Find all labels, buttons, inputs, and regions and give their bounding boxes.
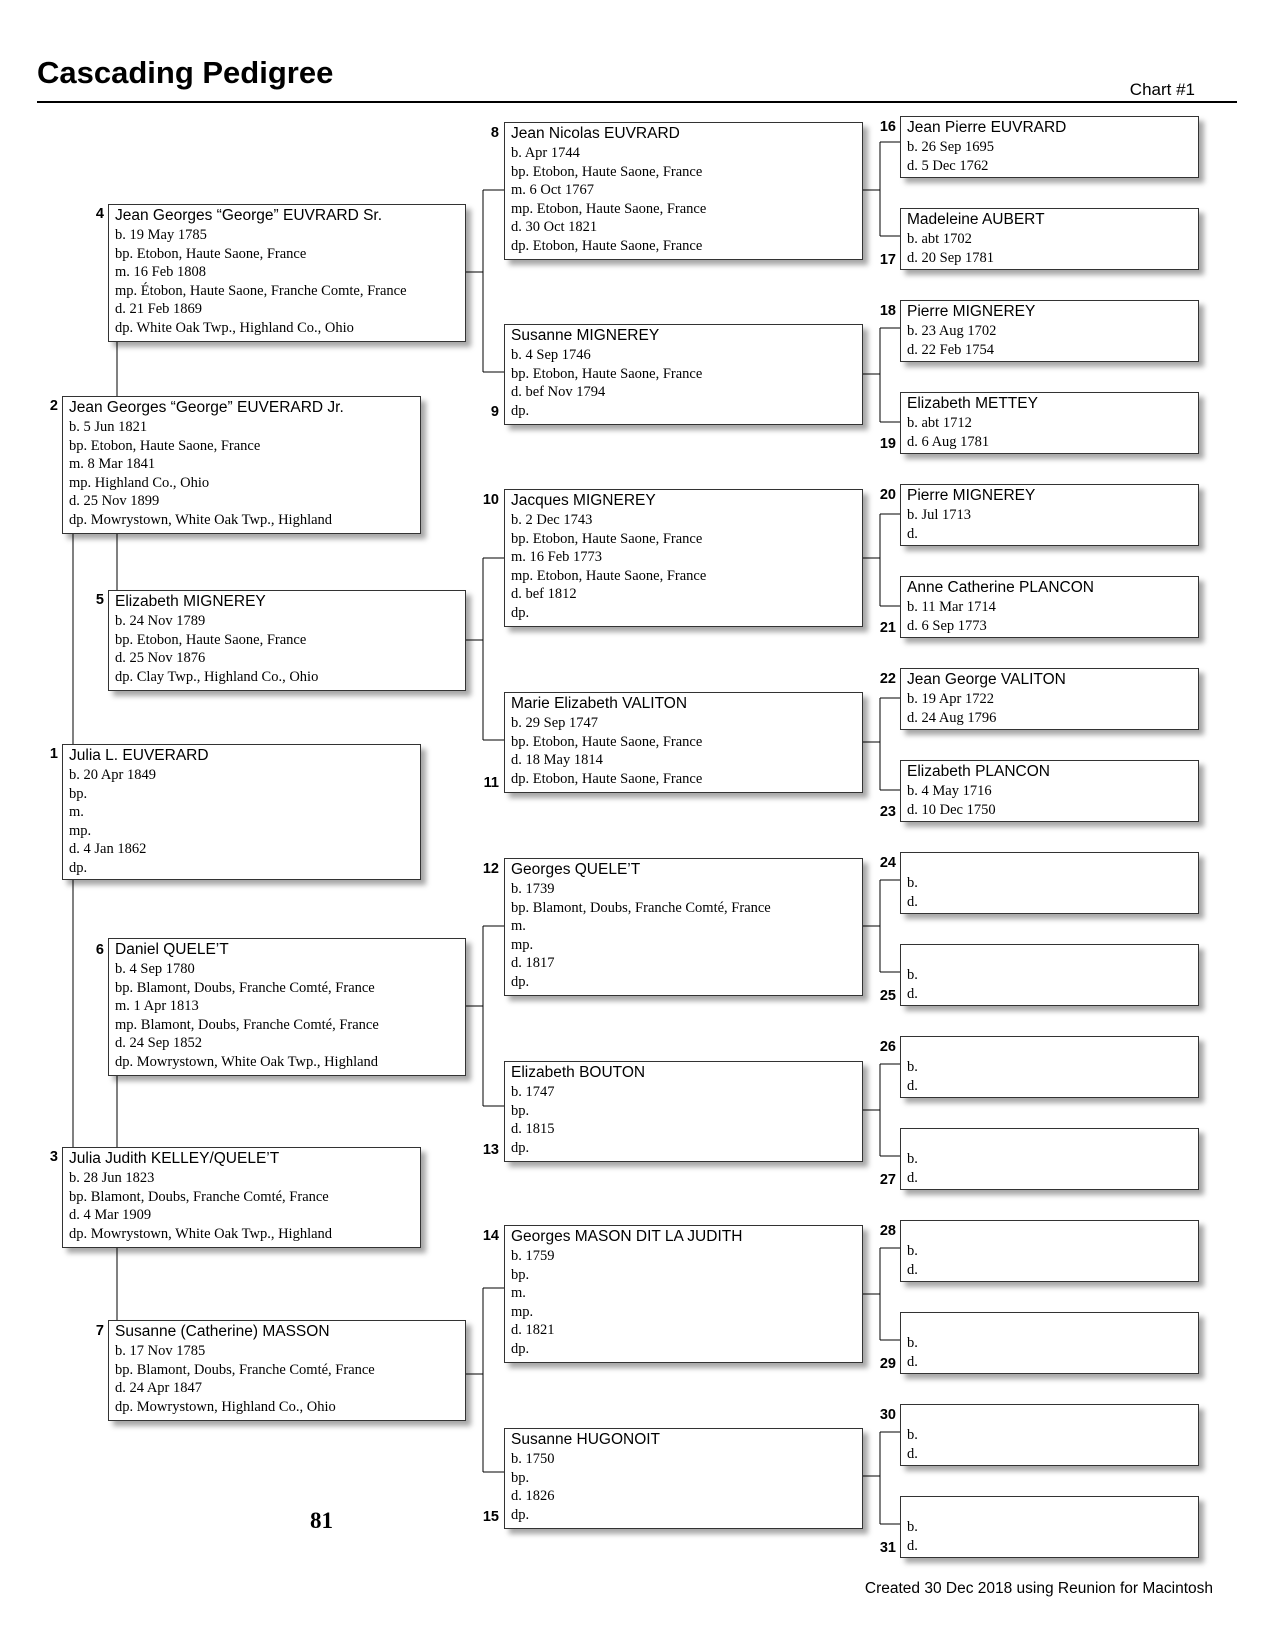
connector-4-parents — [466, 190, 504, 372]
person-box-13[interactable] — [504, 1061, 863, 1162]
death-date: d. 1821 — [511, 1322, 555, 1339]
person-name: Elizabeth METTEY — [907, 395, 1038, 412]
person-number-24: 24 — [879, 855, 896, 871]
marriage-place: mp. Étobon, Haute Saone, Franche Comte, France — [115, 282, 407, 299]
person-number-6: 6 — [95, 942, 104, 958]
person-name: Elizabeth BOUTON — [511, 1064, 646, 1081]
person-box-6[interactable] — [108, 938, 466, 1076]
birth-date: b. — [907, 1519, 918, 1535]
birth-date: b. 5 Jun 1821 — [69, 419, 148, 435]
person-number-13: 13 — [482, 1142, 499, 1158]
person-box-26[interactable] — [900, 1036, 1199, 1098]
marriage-date: m. 6 Oct 1767 — [511, 182, 594, 199]
marriage-place: mp. — [511, 1303, 534, 1320]
person-number-29: 29 — [879, 1356, 896, 1372]
person-number-4: 4 — [95, 206, 104, 222]
connector-12-parents — [863, 880, 900, 972]
death-place: dp. White Oak Twp., Highland Co., Ohio — [115, 319, 354, 336]
death-date: d. — [907, 525, 918, 542]
birth-date: b. 23 Aug 1702 — [907, 323, 997, 339]
person-box-12[interactable] — [504, 858, 863, 996]
person-number-26: 26 — [879, 1039, 896, 1055]
person-name — [907, 1498, 1192, 1518]
connector-10-parents — [863, 514, 900, 606]
birth-place: bp. Blamont, Doubs, Franche Comté, France — [115, 979, 375, 996]
death-date: d. 5 Dec 1762 — [907, 157, 989, 174]
birth-date: b. 19 May 1785 — [115, 227, 207, 243]
person-name: Georges QUELE’T — [511, 861, 641, 878]
person-name — [907, 1314, 1192, 1334]
connector-6-parents — [466, 926, 504, 1106]
marriage-place: mp. Highland Co., Ohio — [69, 474, 210, 491]
person-number-27: 27 — [879, 1172, 896, 1188]
marriage-date: m. 8 Mar 1841 — [69, 456, 156, 473]
birth-date: b. 11 Mar 1714 — [907, 599, 996, 615]
birth-date: b. — [907, 1335, 918, 1351]
marriage-date: m. — [69, 804, 84, 821]
connector-7-parents — [466, 1288, 504, 1472]
person-name: Susanne HUGONOIT — [511, 1431, 661, 1448]
birth-place: bp. Blamont, Doubs, Franche Comté, France — [115, 1361, 375, 1378]
death-place: dp. — [511, 604, 530, 621]
marriage-date: m. 1 Apr 1813 — [115, 998, 199, 1015]
person-name: Julia L. EUVERARD — [69, 747, 209, 764]
birth-date: b. — [907, 1059, 918, 1075]
death-date: d. bef Nov 1794 — [511, 384, 606, 401]
birth-place: bp. — [69, 785, 88, 802]
person-box-1[interactable] — [62, 744, 421, 880]
person-box-31[interactable] — [900, 1496, 1199, 1558]
person-box-24[interactable] — [900, 852, 1199, 914]
death-date: d. 1817 — [511, 955, 555, 972]
birth-date: b. — [907, 1427, 918, 1443]
birth-place: bp. Etobon, Haute Saone, France — [115, 245, 307, 262]
death-date: d. bef 1812 — [511, 586, 577, 603]
person-name: Jean Pierre EUVRARD — [907, 119, 1067, 136]
person-number-25: 25 — [879, 988, 896, 1004]
birth-date: b. 2 Dec 1743 — [511, 512, 593, 528]
death-date: d. 20 Sep 1781 — [907, 249, 994, 266]
person-name: Elizabeth PLANCON — [907, 763, 1051, 780]
person-number-31: 31 — [879, 1540, 896, 1556]
birth-date: b. 4 Sep 1780 — [115, 961, 195, 977]
person-name: Jean Georges “George” EUVERARD Jr. — [69, 399, 344, 416]
person-number-20: 20 — [879, 487, 896, 503]
person-number-30: 30 — [879, 1407, 896, 1423]
person-number-14: 14 — [482, 1228, 499, 1244]
birth-date: b. 20 Apr 1849 — [69, 767, 156, 783]
person-name: Susanne MIGNEREY — [511, 327, 660, 344]
person-number-12: 12 — [482, 861, 499, 877]
person-name: Pierre MIGNEREY — [907, 303, 1036, 320]
birth-date: b. 26 Sep 1695 — [907, 139, 994, 155]
death-place: dp. — [511, 402, 530, 419]
person-box-29[interactable] — [900, 1312, 1199, 1374]
person-name — [907, 1130, 1192, 1150]
marriage-place: mp. — [511, 936, 534, 953]
person-box-10[interactable] — [504, 489, 863, 627]
person-box-16[interactable] — [900, 116, 1199, 178]
person-box-22[interactable] — [900, 668, 1199, 730]
birth-date: b. 4 Sep 1746 — [511, 347, 591, 363]
death-date: d. 30 Oct 1821 — [511, 219, 598, 236]
birth-place: bp. Etobon, Haute Saone, France — [115, 631, 307, 648]
person-name: Pierre MIGNEREY — [907, 487, 1036, 504]
connector-8-parents — [863, 142, 900, 236]
death-date: d. — [907, 1445, 918, 1462]
person-number-11: 11 — [483, 775, 499, 791]
death-place: dp. Mowrystown, White Oak Twp., Highland — [115, 1053, 379, 1070]
death-date: d. 1826 — [511, 1488, 555, 1505]
birth-date: b. 28 Jun 1823 — [69, 1170, 155, 1186]
death-place: dp. Mowrystown, White Oak Twp., Highland — [69, 511, 333, 528]
death-date: d. 22 Feb 1754 — [907, 341, 994, 358]
death-date: d. 21 Feb 1869 — [115, 301, 202, 318]
person-name — [907, 854, 1192, 874]
death-place: dp. — [511, 973, 530, 990]
death-date: d. 24 Apr 1847 — [115, 1380, 202, 1397]
birth-date: b. 1759 — [511, 1248, 555, 1264]
person-box-19[interactable] — [900, 392, 1199, 454]
page-title: Cascading Pedigree — [37, 55, 334, 90]
person-box-2[interactable] — [62, 396, 421, 534]
person-box-7[interactable] — [108, 1320, 466, 1421]
birth-place: bp. Etobon, Haute Saone, France — [511, 163, 703, 180]
person-box-25[interactable] — [900, 944, 1199, 1006]
person-box-3[interactable] — [62, 1147, 421, 1248]
death-date: d. — [907, 1077, 918, 1094]
birth-date: b. 24 Nov 1789 — [115, 613, 206, 629]
connector-11-parents — [863, 698, 900, 790]
death-date: d. — [907, 985, 918, 1002]
person-name: Anne Catherine PLANCON — [907, 579, 1094, 596]
birth-date: b. 19 Apr 1722 — [907, 691, 994, 707]
death-place: dp. — [511, 1340, 530, 1357]
death-date: d. — [907, 1169, 918, 1186]
person-name: Susanne (Catherine) MASSON — [115, 1323, 330, 1340]
birth-place: bp. Blamont, Doubs, Franche Comté, France — [511, 899, 771, 916]
person-name: Georges MASON DIT LA JUDITH — [511, 1228, 743, 1245]
birth-date: b. — [907, 967, 918, 983]
person-name: Jean Georges “George” EUVRARD Sr. — [115, 207, 383, 224]
death-place: dp. Mowrystown, Highland Co., Ohio — [115, 1398, 336, 1415]
birth-date: b. 1750 — [511, 1451, 555, 1467]
death-date: d. 4 Jan 1862 — [69, 841, 147, 858]
person-name: Julia Judith KELLEY/QUELE’T — [69, 1150, 280, 1167]
person-name: Jean Nicolas EUVRARD — [511, 125, 680, 142]
person-number-16: 16 — [879, 119, 896, 135]
person-name — [907, 946, 1192, 966]
person-box-28[interactable] — [900, 1220, 1199, 1282]
marriage-place: mp. Etobon, Haute Saone, France — [511, 200, 707, 217]
death-place: dp. — [69, 859, 88, 876]
death-date: d. — [907, 1353, 918, 1370]
marriage-date: m. 16 Feb 1808 — [115, 264, 207, 281]
person-number-18: 18 — [879, 303, 896, 319]
marriage-date: m. — [511, 1285, 526, 1302]
person-box-5[interactable] — [108, 590, 466, 691]
person-number-22: 22 — [879, 671, 896, 687]
death-date: d. — [907, 893, 918, 910]
person-number-19: 19 — [879, 436, 896, 452]
birth-date: b. 4 May 1716 — [907, 783, 992, 799]
person-number-9: 9 — [490, 404, 499, 420]
connector-9-parents — [863, 328, 900, 422]
person-box-15[interactable] — [504, 1428, 863, 1529]
person-box-8[interactable] — [504, 122, 863, 260]
page-number: 81 — [310, 1508, 333, 1533]
birth-date: b. Apr 1744 — [511, 145, 580, 161]
connector-13-parents — [863, 1064, 900, 1156]
person-box-9[interactable] — [504, 324, 863, 425]
death-date: d. 6 Aug 1781 — [907, 433, 990, 450]
marriage-date: m. — [511, 918, 526, 935]
person-number-10: 10 — [482, 492, 499, 508]
person-number-3: 3 — [49, 1149, 58, 1165]
person-number-8: 8 — [490, 125, 499, 141]
person-box-14[interactable] — [504, 1225, 863, 1363]
person-name: Elizabeth MIGNEREY — [115, 593, 266, 610]
death-place: dp. Etobon, Haute Saone, France — [511, 770, 703, 787]
death-date: d. — [907, 1261, 918, 1278]
birth-date: b. 17 Nov 1785 — [115, 1343, 206, 1359]
person-box-27[interactable] — [900, 1128, 1199, 1190]
person-number-1: 1 — [49, 746, 58, 762]
chart-number: Chart #1 — [1129, 80, 1195, 99]
connector-5-parents — [466, 558, 504, 740]
person-number-21: 21 — [879, 620, 896, 636]
marriage-place: mp. Blamont, Doubs, Franche Comté, France — [115, 1016, 379, 1033]
person-number-28: 28 — [879, 1223, 896, 1239]
person-number-7: 7 — [95, 1323, 104, 1339]
birth-place: bp. — [511, 1469, 530, 1486]
person-name — [907, 1222, 1192, 1242]
birth-date: b. 1747 — [511, 1084, 555, 1100]
person-box-11[interactable] — [504, 692, 863, 793]
birth-date: b. abt 1712 — [907, 415, 972, 431]
person-number-2: 2 — [49, 398, 58, 414]
marriage-date: m. 16 Feb 1773 — [511, 549, 603, 566]
person-name: Jacques MIGNEREY — [511, 492, 656, 509]
marriage-place: mp. — [69, 822, 92, 839]
connector-14-parents — [863, 1248, 900, 1340]
marriage-place: mp. Etobon, Haute Saone, France — [511, 567, 707, 584]
person-box-30[interactable] — [900, 1404, 1199, 1466]
person-number-5: 5 — [95, 592, 104, 608]
person-number-15: 15 — [482, 1509, 499, 1525]
death-date: d. 18 May 1814 — [511, 752, 603, 769]
person-box-17[interactable] — [900, 208, 1199, 270]
person-box-18[interactable] — [900, 300, 1199, 362]
person-name — [907, 1406, 1192, 1426]
person-box-21[interactable] — [900, 576, 1199, 638]
death-date: d. 1815 — [511, 1121, 555, 1138]
birth-date: b. 1739 — [511, 881, 555, 897]
connector-15-parents — [863, 1432, 900, 1524]
death-date: d. 25 Nov 1899 — [69, 493, 160, 510]
person-name: Marie Elizabeth VALITON — [511, 695, 688, 712]
birth-date: b. — [907, 875, 918, 891]
birth-date: b. — [907, 1243, 918, 1259]
person-box-20[interactable] — [900, 484, 1199, 546]
death-place: dp. Clay Twp., Highland Co., Ohio — [115, 668, 319, 685]
birth-place: bp. Blamont, Doubs, Franche Comté, France — [69, 1188, 329, 1205]
person-name: Daniel QUELE’T — [115, 941, 229, 958]
death-date: d. 24 Aug 1796 — [907, 709, 997, 726]
birth-place: bp. Etobon, Haute Saone, France — [69, 437, 261, 454]
person-name: Jean George VALITON — [907, 671, 1066, 688]
birth-date: b. 29 Sep 1747 — [511, 715, 598, 731]
birth-place: bp. Etobon, Haute Saone, France — [511, 733, 703, 750]
death-place: dp. Etobon, Haute Saone, France — [511, 237, 703, 254]
death-date: d. 10 Dec 1750 — [907, 801, 996, 818]
death-date: d. — [907, 1537, 918, 1554]
birth-date: b. abt 1702 — [907, 231, 972, 247]
birth-place: bp. — [511, 1266, 530, 1283]
birth-date: b. — [907, 1151, 918, 1167]
death-date: d. 6 Sep 1773 — [907, 617, 987, 634]
death-date: d. 25 Nov 1876 — [115, 650, 206, 667]
death-date: d. 4 Mar 1909 — [69, 1207, 152, 1224]
person-number-23: 23 — [879, 804, 896, 820]
footer-credit: Created 30 Dec 2018 using Reunion for Macintosh — [864, 1580, 1213, 1597]
person-box-4[interactable] — [108, 204, 466, 342]
birth-place: bp. Etobon, Haute Saone, France — [511, 365, 703, 382]
death-place: dp. — [511, 1506, 530, 1523]
death-place: dp. — [511, 1139, 530, 1156]
person-name: Madeleine AUBERT — [907, 211, 1045, 228]
person-name — [907, 1038, 1192, 1058]
birth-date: b. Jul 1713 — [907, 507, 972, 523]
person-box-23[interactable] — [900, 760, 1199, 822]
birth-place: bp. Etobon, Haute Saone, France — [511, 530, 703, 547]
death-place: dp. Mowrystown, White Oak Twp., Highland — [69, 1225, 333, 1242]
birth-place: bp. — [511, 1102, 530, 1119]
person-number-17: 17 — [879, 252, 896, 268]
death-date: d. 24 Sep 1852 — [115, 1035, 202, 1052]
